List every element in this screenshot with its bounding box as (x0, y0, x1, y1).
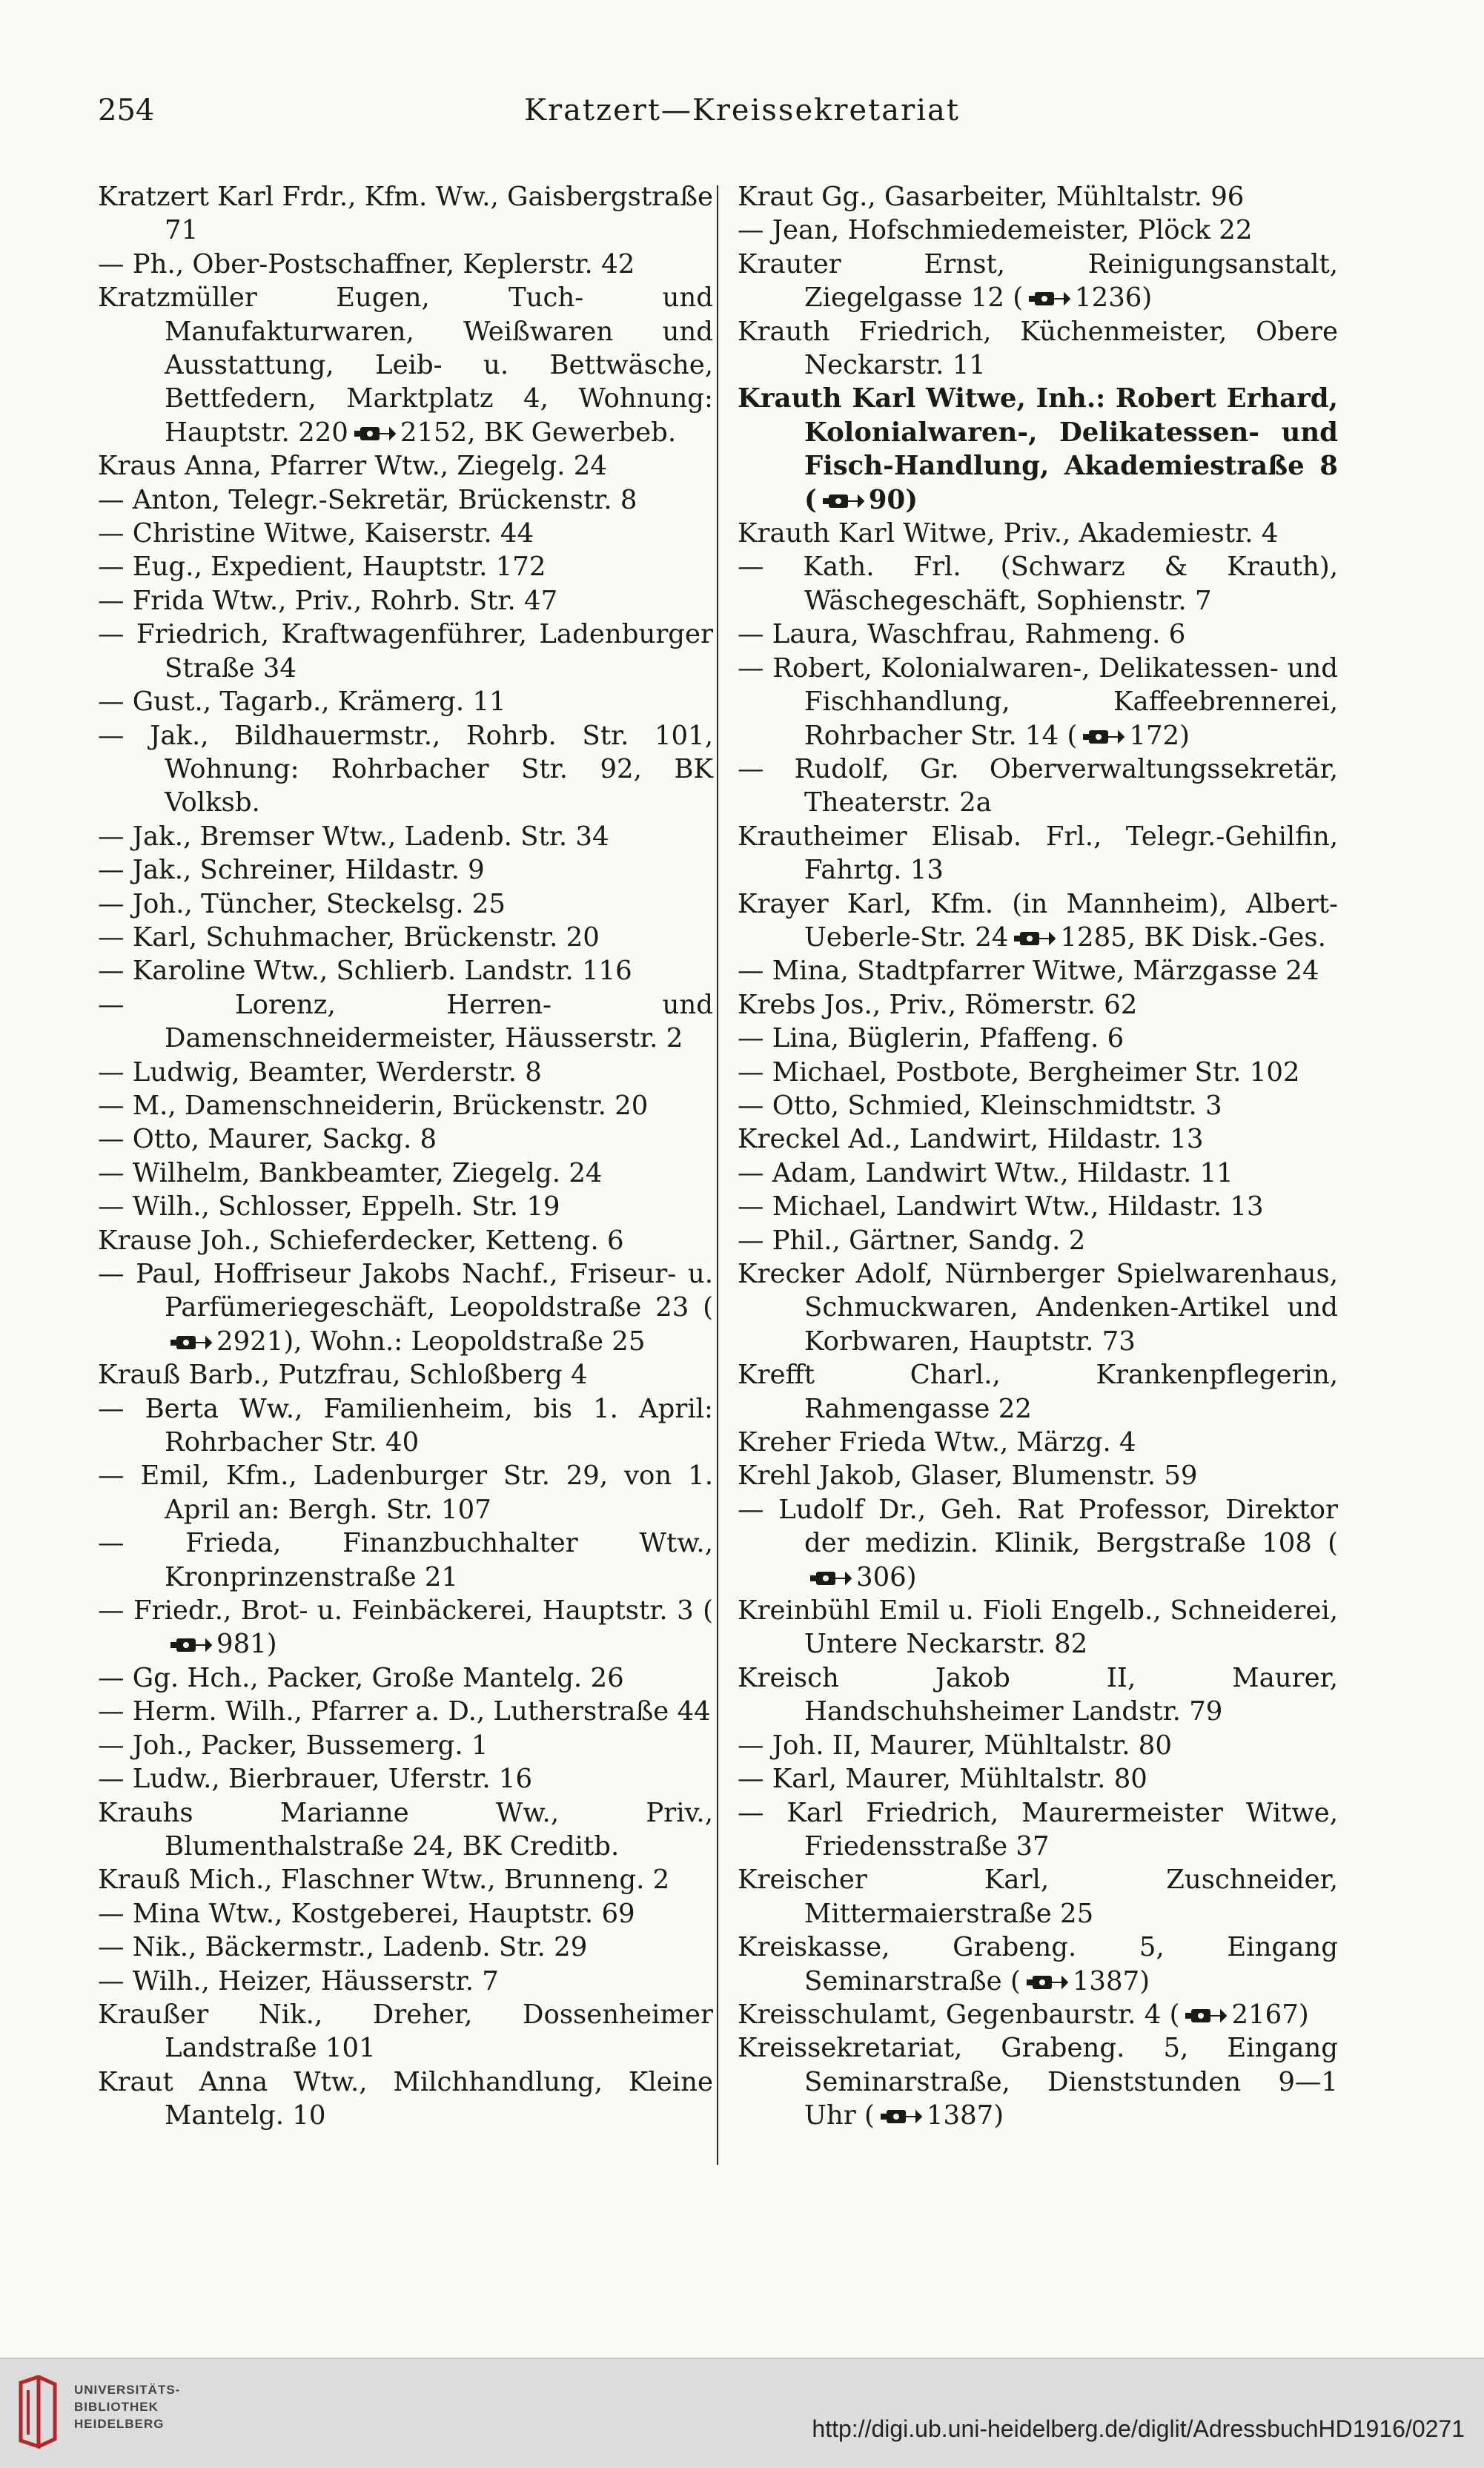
entry-text: — Anton, Telegr.-Sekretär, Brückenstr. 8 (98, 484, 637, 515)
directory-entry (98, 1796, 713, 1864)
entry-text: Kreisch Jakob II, Maurer, Handschuhsheimer Landstr. 79 (738, 1662, 1338, 1727)
directory-entry (738, 954, 1338, 987)
entry-suffix: ) (1298, 1999, 1309, 2030)
phone-number: 2167 (1231, 1999, 1299, 2030)
directory-entry (738, 1157, 1338, 1190)
entry-suffix: , BK Gewerbeb. (467, 417, 677, 448)
column-divider (717, 185, 718, 2165)
phone-number: 1236 (1075, 282, 1142, 314)
directory-entry (98, 988, 713, 1056)
entry-text: — Robert, Kolonialwaren-, Delikatessen- und Fischhandlung, Kaffeebrennerei, Rohrbacher Str. 14 ( (738, 652, 1338, 751)
entry-text: Kreiskasse, Grabeng. 5, Eingang Seminarstraße ( (738, 1932, 1338, 1996)
directory-entry (98, 1526, 713, 1594)
directory-entry (738, 1661, 1338, 1729)
directory-entry (98, 1157, 713, 1190)
entry-text: — Joh. II, Maurer, Mühltalstr. 80 (738, 1730, 1172, 1761)
entry-text: — Lina, Büglerin, Pfaffeng. 6 (738, 1023, 1124, 1054)
entry-text: — Kath. Frl. (Schwarz & Krauth), Wäschegeschäft, Sophienstr. 7 (738, 552, 1338, 616)
source-url-link[interactable]: http://digi.ub.uni-heidelberg.de/diglit/AdressbuchHD1916/0271 (812, 2415, 1465, 2442)
directory-entry (738, 820, 1338, 887)
entry-suffix: ) (1142, 282, 1153, 314)
directory-entry (98, 921, 713, 954)
phone-number: 172 (1129, 720, 1180, 751)
entry-text: Krefft Charl., Krankenpflegerin, Rahmengasse 22 (738, 1360, 1338, 1424)
directory-entry (98, 180, 713, 248)
telephone-icon (1027, 289, 1070, 308)
entry-text: — Karl Friedrich, Maurermeister Witwe, Friedensstraße 37 (738, 1797, 1338, 1862)
entry-suffix: ) (1139, 1965, 1150, 1996)
directory-entry (738, 1459, 1338, 1492)
entry-text: — Mina Wtw., Kostgeberei, Hauptstr. 69 (98, 1898, 635, 1929)
entry-text: Kratzert Karl Frdr., Kfm. Ww., Gaisbergstraße 71 (98, 182, 713, 246)
entry-suffix: ) (1179, 720, 1190, 751)
entry-text: — M., Damenschneiderin, Brückenstr. 20 (98, 1090, 649, 1121)
entry-text: Krebs Jos., Priv., Römerstr. 62 (738, 989, 1138, 1020)
entry-text: — Wilhelm, Bankbeamter, Ziegelg. 24 (98, 1157, 603, 1188)
telephone-icon (353, 424, 396, 443)
directory-entry (98, 719, 713, 820)
entry-suffix: ), Wohn.: Leopoldstraße 25 (283, 1326, 646, 1357)
entry-text: — Ludw., Bierbrauer, Uferstr. 16 (98, 1764, 533, 1795)
entry-text: — Berta Ww., Familienheim, bis 1. April: Rohrbacher Str. 40 (98, 1393, 713, 1458)
entry-text: Kraut Gg., Gasarbeiter, Mühltalstr. 96 (738, 182, 1245, 212)
library-logo-icon (16, 2375, 59, 2449)
entry-text: Krauß Mich., Flaschner Wtw., Brunneng. 2 (98, 1865, 670, 1896)
directory-entry (98, 820, 713, 853)
directory-entry (738, 1122, 1338, 1156)
directory-entry (738, 988, 1338, 1022)
entry-text: — Ph., Ober-Postschaffner, Keplerstr. 42 (98, 248, 635, 279)
entry-text: — Gg. Hch., Packer, Große Mantelg. 26 (98, 1662, 624, 1693)
entry-text: — Christine Witwe, Kaiserstr. 44 (98, 518, 534, 549)
directory-entry (738, 180, 1338, 214)
directory-entry (98, 550, 713, 583)
phone-number: 306 (856, 1561, 907, 1592)
directory-entry (738, 1863, 1338, 1931)
telephone-icon (879, 2107, 922, 2126)
entry-suffix: , BK Disk.-Ges. (1127, 922, 1326, 953)
library-name: UNIVERSITÄTS- BIBLIOTHEK HEIDELBERG (74, 2383, 181, 2431)
telephone-icon (1013, 929, 1056, 948)
telephone-icon (169, 1333, 212, 1352)
directory-entry (98, 1392, 713, 1460)
entry-text: Kraußer Nik., Dreher, Dossenheimer Landstraße 101 (98, 1999, 713, 2064)
entry-text: Krecker Adolf, Nürnberger Spielwarenhaus, Schmuckwaren, Andenken-Artikel und Korbwaren, Hauptstr. 73 (738, 1259, 1338, 1357)
entry-text: Kreischer Karl, Zuschneider, Mittermaierstraße 25 (738, 1865, 1338, 1929)
entry-text: Krauhs Marianne Ww., Priv., Blumenthalstraße 24, BK Creditb. (98, 1797, 713, 1862)
directory-entry (738, 1762, 1338, 1796)
entry-text: — Ludolf Dr., Geh. Rat Professor, Direktor der medizin. Klinik, Bergstraße 108 ( (738, 1494, 1338, 1559)
directory-entry (98, 1897, 713, 1931)
directory-entry (738, 1426, 1338, 1459)
entry-text: — Adam, Landwirt Wtw., Hildastr. 11 (738, 1157, 1233, 1188)
entry-text: Kraus Anna, Pfarrer Wtw., Ziegelg. 24 (98, 451, 607, 482)
directory-entry (98, 1762, 713, 1796)
phone-number: 981 (216, 1629, 267, 1660)
entry-text: Krautheimer Elisab. Frl., Telegr.-Gehilfin, Fahrtg. 13 (738, 821, 1338, 886)
directory-entry (98, 887, 713, 921)
directory-entry (98, 1965, 713, 1998)
directory-entry (98, 853, 713, 887)
directory-entry (738, 1998, 1338, 2031)
entry-text: — Paul, Hoffriseur Jakobs Nachf., Friseur- u. Parfümeriegeschäft, Leopoldstraße 23 ( (98, 1259, 713, 1323)
directory-entry (738, 1594, 1338, 1661)
telephone-icon (1081, 727, 1124, 747)
phone-number: 90 (868, 484, 906, 515)
directory-entry (738, 1089, 1338, 1122)
entry-suffix: ) (906, 1561, 917, 1592)
entry-text: — Eug., Expedient, Hauptstr. 172 (98, 552, 546, 583)
entry-text: — Wilh., Schlosser, Eppelh. Str. 19 (98, 1191, 560, 1223)
entry-text: Krayer Karl, Kfm. (in Mannheim), Albert-Ueberle-Str. 24 (738, 888, 1338, 953)
directory-entry (98, 584, 713, 618)
entry-text: — Frieda, Finanzbuchhalter Wtw., Kronprinzenstraße 21 (98, 1528, 713, 1592)
directory-entry (98, 618, 713, 685)
phone-number: 1387 (926, 2100, 994, 2131)
viewer-footer (0, 2358, 1484, 2468)
entry-text: — Ludwig, Beamter, Werderstr. 8 (98, 1056, 542, 1088)
directory-entry (738, 1931, 1338, 1998)
running-title: Kratzert—Kreissekretariat (524, 93, 960, 128)
entry-text: Kreckel Ad., Landwirt, Hildastr. 13 (738, 1124, 1204, 1155)
directory-entry (98, 954, 713, 987)
entry-text: Kreher Frieda Wtw., Märzg. 4 (738, 1427, 1136, 1458)
directory-entry (98, 1190, 713, 1223)
entry-text: — Otto, Maurer, Sackg. 8 (98, 1124, 437, 1155)
entry-suffix: ) (905, 484, 918, 515)
entry-text: Krauth Friedrich, Küchenmeister, Obere Neckarstr. 11 (738, 316, 1338, 381)
directory-entry (738, 1056, 1338, 1089)
entry-text: — Jak., Bremser Wtw., Ladenb. Str. 34 (98, 821, 609, 852)
entry-text: — Gust., Tagarb., Krämerg. 11 (98, 687, 506, 718)
entry-suffix: ) (993, 2100, 1004, 2131)
directory-entry (738, 517, 1338, 550)
entry-text: — Karl, Maurer, Mühltalstr. 80 (738, 1764, 1147, 1795)
directory-entry (98, 2065, 713, 2133)
right-column (738, 180, 1338, 2133)
entry-text: — Jak., Bildhauermstr., Rohrb. Str. 101, Wohnung: Rohrbacher Str. 92, BK Volksb. (98, 720, 713, 818)
directory-entry (98, 685, 713, 718)
directory-entry (98, 1257, 713, 1358)
directory-entry (98, 1863, 713, 1896)
entry-text: — Mina, Stadtpfarrer Witwe, Märzgasse 24 (738, 956, 1319, 987)
entry-text: Krauß Barb., Putzfrau, Schloßberg 4 (98, 1360, 588, 1391)
directory-entry (738, 1190, 1338, 1223)
entry-suffix: ) (266, 1629, 277, 1660)
entry-text: Krauth Karl Witwe, Priv., Akademiestr. 4 (738, 518, 1279, 549)
directory-entry (738, 1022, 1338, 1055)
directory-entry (738, 652, 1338, 752)
entry-text: Kratzmüller Eugen, Tuch- und Manufakturwaren, Weißwaren und Ausstattung, Leib- u. Bettwäsche, Bettfedern, Marktplatz 4, Wohnung: Hauptstr. 220 (98, 282, 713, 448)
telephone-icon (1184, 2006, 1227, 2025)
directory-entry (738, 2031, 1338, 2132)
entry-text: — Friedr., Brot- u. Feinbäckerei, Hauptstr. 3 ( (98, 1595, 713, 1627)
directory-entry (738, 315, 1338, 383)
directory-entry (98, 1459, 713, 1526)
entry-text: Kraut Anna Wtw., Milchhandlung, Kleine Mantelg. 10 (98, 2066, 713, 2131)
directory-entry (738, 1729, 1338, 1762)
entry-text: Krehl Jakob, Glaser, Blumenstr. 59 (738, 1460, 1198, 1492)
entry-text: — Herm. Wilh., Pfarrer a. D., Lutherstraße 44 (98, 1696, 711, 1727)
directory-entry (98, 1998, 713, 2065)
entry-text: Krauter Ernst, Reinigungsanstalt, Ziegelgasse 12 ( (738, 248, 1338, 314)
entry-text: — Emil, Kfm., Ladenburger Str. 29, von 1. April an: Bergh. Str. 107 (98, 1460, 713, 1525)
directory-entry (98, 1089, 713, 1122)
directory-entry (98, 281, 713, 449)
entry-text: Krause Joh., Schieferdecker, Ketteng. 6 (98, 1225, 624, 1256)
directory-entry (738, 752, 1338, 820)
entry-text: — Frida Wtw., Priv., Rohrb. Str. 47 (98, 585, 558, 616)
directory-entry (738, 248, 1338, 315)
directory-entry (98, 1661, 713, 1695)
entry-text: Krauth Karl Witwe, Inh.: Robert Erhard, Kolonialwaren-, Delikatessen- und Fisch-Handlung, Akademiestraße 8 ( (738, 383, 1338, 515)
directory-entry (738, 618, 1338, 651)
directory-entry (738, 1796, 1338, 1864)
phone-number: 1285 (1060, 922, 1127, 953)
directory-entry (98, 1594, 713, 1661)
entry-text: — Jak., Schreiner, Hildastr. 9 (98, 855, 485, 886)
entry-text: — Nik., Bäckermstr., Ladenb. Str. 29 (98, 1932, 588, 1963)
telephone-icon (821, 492, 864, 511)
directory-entry (738, 1224, 1338, 1257)
page-number: 254 (98, 93, 155, 128)
entry-text: — Jean, Hofschmiedemeister, Plöck 22 (738, 215, 1253, 246)
directory-entry (98, 1056, 713, 1089)
phone-number: 1387 (1072, 1965, 1140, 1996)
directory-entry (738, 214, 1338, 247)
phone-number: 2921 (216, 1326, 284, 1357)
entry-text: — Phil., Gärtner, Sandg. 2 (738, 1225, 1086, 1256)
left-column (98, 180, 713, 2133)
directory-entry (738, 1358, 1338, 1426)
entry-text: — Karl, Schuhmacher, Brückenstr. 20 (98, 922, 600, 953)
entry-text: — Friedrich, Kraftwagenführer, Ladenburger Straße 34 (98, 619, 713, 684)
directory-entry (738, 550, 1338, 618)
directory-entry (98, 1122, 713, 1156)
entry-text: — Joh., Packer, Bussemerg. 1 (98, 1730, 488, 1761)
entry-text: — Wilh., Heizer, Häusserstr. 7 (98, 1965, 499, 1996)
telephone-icon (809, 1569, 852, 1588)
directory-entry (98, 1931, 713, 1964)
entry-text: — Michael, Postbote, Bergheimer Str. 102 (738, 1056, 1300, 1088)
entry-text: — Lorenz, Herren- und Damenschneidermeister, Häusserstr. 2 (98, 989, 713, 1054)
directory-entry (738, 887, 1338, 955)
telephone-icon (1025, 1973, 1068, 1992)
entry-text: Kreinbühl Emil u. Fioli Engelb., Schneiderei, Untere Neckarstr. 82 (738, 1595, 1338, 1660)
directory-entry (98, 248, 713, 281)
entry-text: Kreissekretariat, Grabeng. 5, Eingang Seminarstraße, Dienststunden 9—1 Uhr ( (738, 2033, 1338, 2131)
directory-entry (98, 1729, 713, 1762)
directory-entry (98, 449, 713, 483)
directory-entry (738, 1257, 1338, 1358)
directory-entry (98, 1358, 713, 1392)
entry-text: Kreisschulamt, Gegenbaurstr. 4 ( (738, 1999, 1180, 2030)
telephone-icon (169, 1635, 212, 1655)
entry-text: — Otto, Schmied, Kleinschmidtstr. 3 (738, 1090, 1222, 1121)
directory-entry (98, 517, 713, 550)
directory-entry (98, 1224, 713, 1257)
entry-text: — Rudolf, Gr. Oberverwaltungssekretär, Theaterstr. 2a (738, 753, 1338, 818)
directory-entry (98, 483, 713, 517)
entry-text: — Michael, Landwirt Wtw., Hildastr. 13 (738, 1191, 1264, 1223)
directory-entry (98, 1695, 713, 1728)
entry-text: — Laura, Waschfrau, Rahmeng. 6 (738, 619, 1186, 650)
entry-text: — Joh., Tüncher, Steckelsg. 25 (98, 888, 506, 919)
directory-entry (738, 1493, 1338, 1594)
entry-text: — Karoline Wtw., Schlierb. Landstr. 116 (98, 956, 632, 987)
phone-number: 2152 (400, 417, 468, 448)
directory-entry (738, 382, 1338, 517)
